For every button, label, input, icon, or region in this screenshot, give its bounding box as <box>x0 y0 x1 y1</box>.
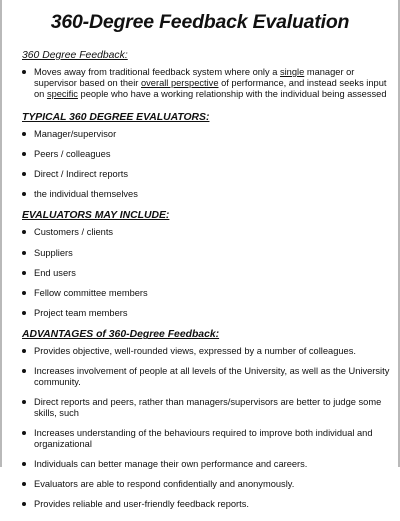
list-item-text: Direct reports and peers, rather than managers/supervisors are better to judge some skills, such <box>34 397 382 419</box>
bullet-icon <box>22 369 26 373</box>
list-item <box>22 428 394 450</box>
bullet-list <box>22 67 394 101</box>
list-item <box>22 67 394 101</box>
list-item <box>22 346 394 357</box>
bullet-icon <box>22 349 26 353</box>
list-item-text: Manager/supervisor <box>34 128 117 139</box>
section-heading: EVALUATORS MAY INCLUDE: <box>22 210 170 222</box>
list-item <box>22 268 394 279</box>
underlined-text: single <box>279 67 305 77</box>
list-item-text: Provides objective, well-rounded views, expressed by a number of colleagues. <box>34 346 356 357</box>
list-item <box>22 366 394 388</box>
text-run: people who have a working relationship with the individual being assessed <box>77 89 387 100</box>
list-item-text: Provides reliable and user-friendly feedback reports. <box>34 498 249 509</box>
list-item-text: Increases involvement of people at all levels of the University, as well as the University community. <box>34 366 390 388</box>
page-title: 360-Degree Feedback Evaluation <box>50 11 350 33</box>
bullet-icon <box>22 502 26 506</box>
list-item-text: Evaluators are able to respond confidentially and anonymously. <box>34 479 295 490</box>
list-item <box>22 248 394 259</box>
document-body <box>22 49 394 521</box>
list-item-text: End users <box>34 267 76 278</box>
bullet-icon <box>22 400 26 404</box>
bullet-list <box>22 129 394 201</box>
underlined-text: specific <box>46 89 78 100</box>
list-item-text: Suppliers <box>34 247 73 258</box>
list-item <box>22 499 394 510</box>
list-item-text: Peers / colleagues <box>34 148 111 159</box>
section-heading: ADVANTAGES of 360-Degree Feedback: <box>22 329 220 341</box>
bullet-icon <box>22 192 26 196</box>
list-item <box>22 308 394 319</box>
list-item-text: Direct / Indirect reports <box>34 169 129 180</box>
bullet-icon <box>22 431 26 435</box>
bullet-icon <box>22 482 26 486</box>
bullet-icon <box>22 251 26 255</box>
list-item <box>22 397 394 419</box>
list-item <box>22 459 394 470</box>
text-run: manager or supervisor based on their <box>34 67 355 89</box>
list-item-text: the individual themselves <box>34 189 138 200</box>
underlined-text: overall perspective <box>140 78 219 89</box>
text-run: of performance, and instead seeks input on <box>34 78 387 100</box>
list-item <box>22 149 394 160</box>
left-border <box>0 0 2 467</box>
bullet-icon <box>22 230 26 234</box>
section-typical-evaluators <box>22 111 394 201</box>
bullet-icon <box>22 132 26 136</box>
list-item-text: Fellow committee members <box>34 288 148 299</box>
bullet-icon <box>22 152 26 156</box>
bullet-list <box>22 346 394 510</box>
list-item <box>22 129 394 140</box>
list-item <box>22 288 394 299</box>
bullet-icon <box>22 70 26 74</box>
section-advantages <box>22 328 394 510</box>
bullet-icon <box>22 311 26 315</box>
section-heading: 360 Degree Feedback: <box>22 50 128 61</box>
list-item-text: Project team members <box>34 308 128 319</box>
text-run: Moves away from traditional feedback system where only a <box>34 67 280 77</box>
list-item-text: Individuals can better manage their own performance and careers. <box>34 459 308 470</box>
bullet-icon <box>22 172 26 176</box>
list-item-text: Customers / clients <box>34 227 114 238</box>
bullet-icon <box>22 271 26 275</box>
section-evaluators-may-include <box>22 209 394 319</box>
section-heading: TYPICAL 360 DEGREE EVALUATORS: <box>22 111 210 123</box>
list-item <box>22 189 394 200</box>
list-item <box>22 169 394 180</box>
bullet-icon <box>22 291 26 295</box>
list-item <box>22 227 394 238</box>
list-item <box>22 479 394 490</box>
bullet-list <box>22 227 394 319</box>
section-360-feedback <box>22 49 394 101</box>
bullet-icon <box>22 462 26 466</box>
list-item-text: Increases understanding of the behaviours required to improve both individual and organizational <box>34 428 373 450</box>
